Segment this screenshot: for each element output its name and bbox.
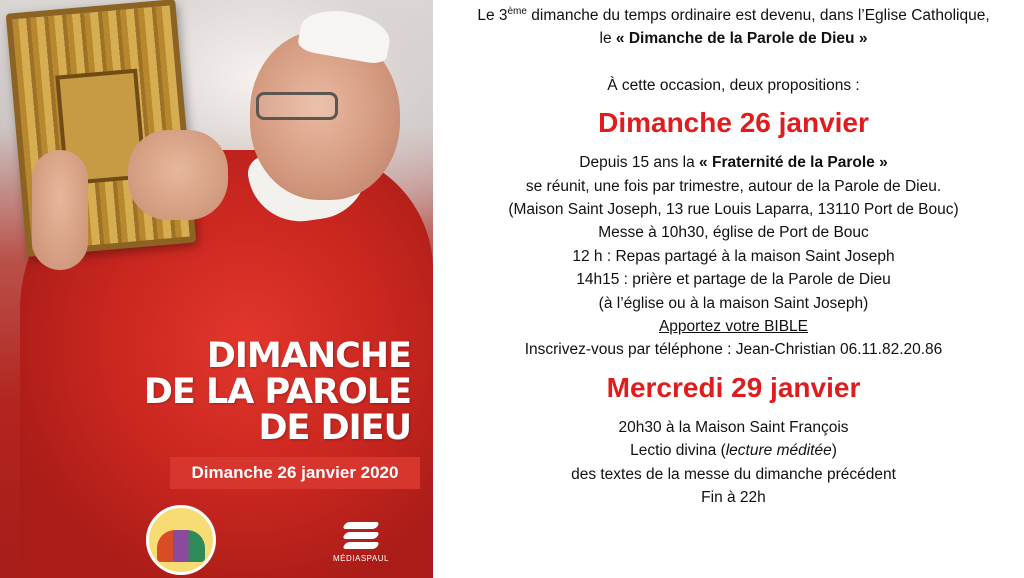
event-2-heading: Mercredi 29 janvier (606, 371, 861, 403)
publisher-logo (326, 520, 396, 572)
poster-title (111, 338, 411, 446)
event-2-line: Lectio divina (lecture méditée) (630, 442, 837, 460)
occasion-line: À cette occasion, deux propositions : (607, 76, 860, 94)
poster-date-badge (170, 457, 420, 489)
mediaspaul-icon (344, 520, 378, 550)
left-hand (32, 150, 88, 270)
sunday-name: « Dimanche de la Parole de Dieu » (615, 30, 868, 48)
event-1-heading: Dimanche 26 janvier (598, 107, 869, 139)
glasses (256, 92, 338, 120)
event-1-line: 14h15 : prière et partage de la Parole de Dieu (576, 271, 891, 289)
registration-phone: Inscrivez-vous par téléphone : Jean-Christian 06.11.82.20.86 (524, 341, 943, 359)
event-2-line: 20h30 à la Maison Saint François (618, 418, 849, 436)
event-1-line: (à l’église ou à la maison Saint Joseph) (598, 294, 869, 312)
intro-line-2: le « Dimanche de la Parole de Dieu » (599, 30, 868, 48)
poster-title-line: DIMANCHE (206, 336, 411, 376)
event-1-line: se réunit, une fois par trimestre, autour de la Parole de Dieu. (525, 177, 942, 195)
poster-image (0, 0, 433, 578)
parole-de-dieu-logo (146, 505, 216, 575)
logo-figures-icon (157, 530, 205, 562)
ordinal-superscript: ème (507, 5, 527, 17)
bring-bible-note: Apportez votre BIBLE (658, 318, 809, 336)
poster-title-line: DE DIEU (258, 408, 411, 448)
fraternite-name: « Fraternité de la Parole » (699, 154, 888, 172)
event-1-line: Depuis 15 ans la « Fraternité de la Parole » (579, 154, 888, 172)
event-2-line: Fin à 22h (701, 489, 766, 507)
right-hand (128, 130, 228, 220)
event-1-address: (Maison Saint Joseph, 13 rue Louis Laparra, 13110 Port de Bouc) (508, 201, 959, 219)
event-2-line: des textes de la messe du dimanche précédent (571, 465, 896, 483)
event-1-line: 12 h : Repas partagé à la maison Saint Joseph (572, 247, 895, 265)
poster-title-line: DE LA PAROLE (143, 372, 411, 412)
publisher-name: MÉDIASPAUL (333, 554, 389, 563)
event-1-line: Messe à 10h30, église de Port de Bouc (598, 224, 869, 242)
announcement-text (443, 4, 1024, 510)
intro-line-1: Le 3ème dimanche du temps ordinaire est devenu, dans l’Eglise Catholique, (477, 5, 990, 24)
poster-date-label: Dimanche 26 janvier 2020 (191, 463, 399, 482)
